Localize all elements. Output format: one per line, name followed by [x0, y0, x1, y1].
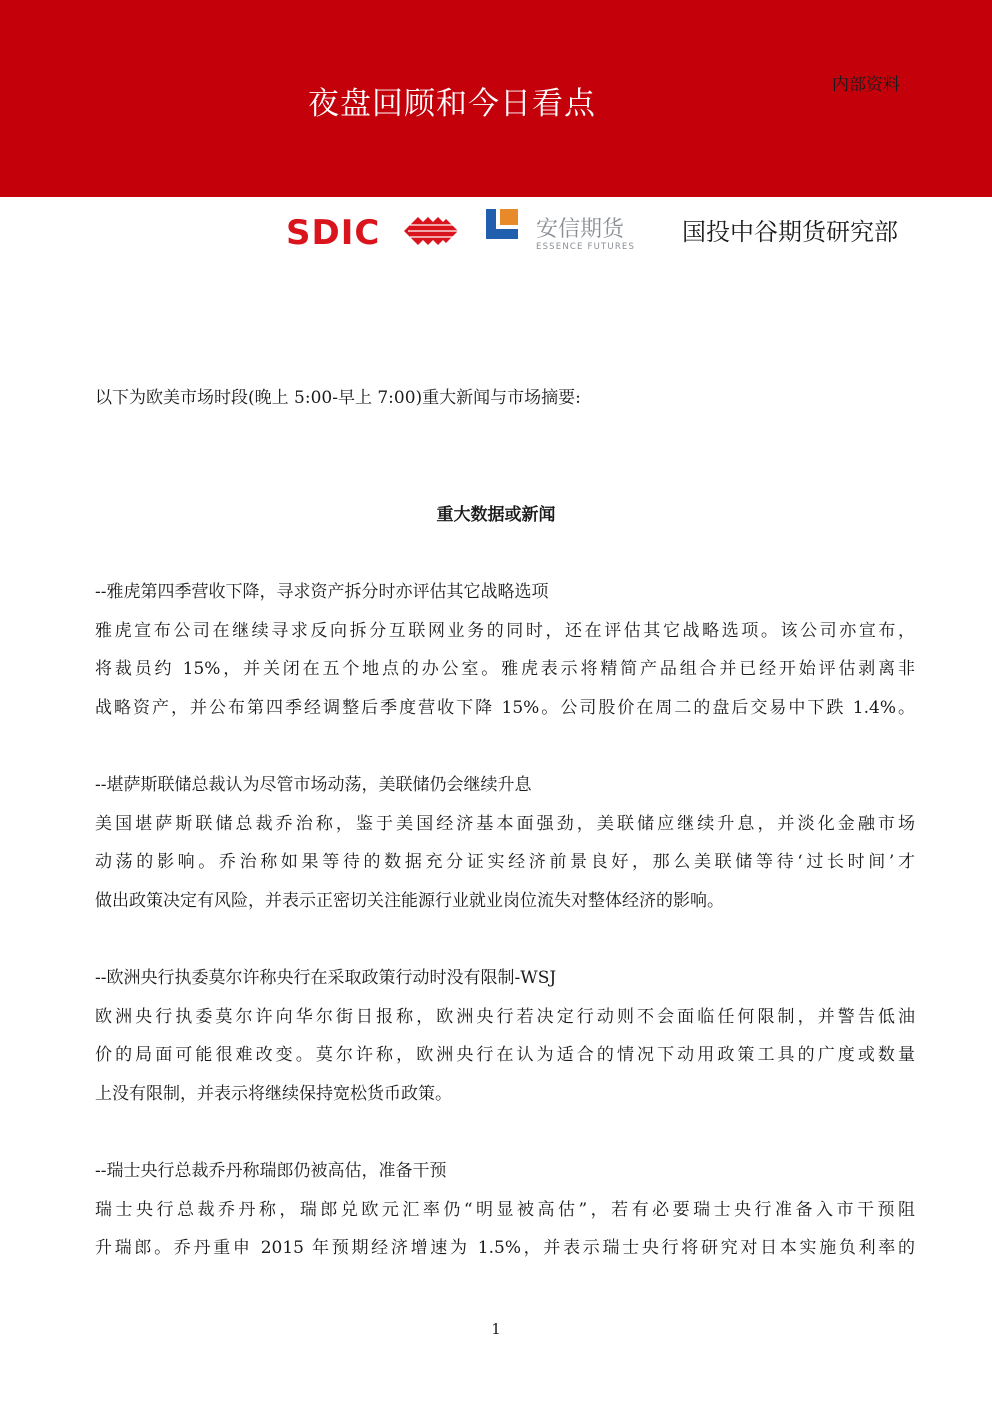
- sdic-logo: [286, 211, 462, 255]
- logo-row: [0, 197, 992, 267]
- news-article: [95, 1152, 915, 1268]
- article-body-line: 瑞士央行总裁乔丹称，瑞郎兑欧元汇率仍“明显被高估”，若有必要瑞士央行准备入市干预阻: [95, 1199, 915, 1220]
- internal-label: 内部资料: [832, 75, 900, 95]
- sdic-logo-text: SDIC: [286, 213, 381, 251]
- section-heading: 重大数据或新闻: [436, 505, 556, 525]
- article-headline: --瑞士央行总裁乔丹称瑞郎仍被高估，准备干预: [95, 1161, 447, 1181]
- article-body-line: 动荡的影响。乔治称如果等待的数据充分证实经济前景良好，那么美联储等待‘过长时间’才: [95, 852, 915, 872]
- department-name: 国投中谷期货研究部: [682, 218, 898, 246]
- essence-logo-cn-text: 安信期货: [536, 217, 625, 242]
- article-body-line: 欧洲央行执委莫尔许向华尔街日报称，欧洲央行若决定行动则不会面临任何限制，并警告低油: [95, 1006, 915, 1027]
- article-list: [95, 573, 915, 1307]
- essence-logo: [484, 207, 654, 259]
- essence-logo-en-text: ESSENCE FUTURES: [536, 242, 636, 252]
- news-article: [95, 573, 915, 727]
- article-headline: --堪萨斯联储总裁认为尽管市场动荡，美联储仍会继续升息: [95, 775, 532, 795]
- article-body-line: 上没有限制，并表示将继续保持宽松货币政策。: [95, 1083, 452, 1104]
- article-body-line: 升瑞郎。乔丹重申 2015 年预期经济增速为 1.5%，并表示瑞士央行将研究对日本实施负利率的: [95, 1238, 915, 1258]
- article-body-line: 做出政策决定有风险，并表示正密切关注能源行业就业岗位流失对整体经济的影响。: [95, 890, 724, 911]
- page-title: 夜盘回顾和今日看点: [308, 86, 596, 122]
- page-number: 1: [491, 1320, 501, 1338]
- article-body-line: 价的局面可能很难改变。莫尔许称，欧洲央行在认为适合的情况下动用政策工具的广度或数量: [95, 1045, 915, 1065]
- news-article: [95, 959, 915, 1113]
- article-headline: --欧洲央行执委莫尔许称央行在采取政策行动时没有限制-WSJ: [95, 968, 557, 988]
- article-headline: --雅虎第四季营收下降，寻求资产拆分时亦评估其它战略选项: [95, 582, 549, 602]
- article-body-line: 美国堪萨斯联储总裁乔治称，鉴于美国经济基本面强劲，美联储应继续升息，并淡化金融市场: [95, 813, 915, 834]
- article-body-line: 雅虎宣布公司在继续寻求反向拆分互联网业务的同时，还在评估其它战略选项。该公司亦宣布，: [95, 620, 915, 641]
- article-body-line: 战略资产，并公布第四季经调整后季度营收下降 15%。公司股价在周二的盘后交易中下跌 1.4%。: [95, 697, 915, 718]
- article-body-line: 将裁员约 15%，并关闭在五个地点的办公室。雅虎表示将精简产品组合并已经开始评估剥离非: [95, 659, 915, 679]
- news-article: [95, 766, 915, 920]
- intro-text: 以下为欧美市场时段(晚上 5:00-早上 7:00)重大新闻与市场摘要:: [95, 388, 581, 408]
